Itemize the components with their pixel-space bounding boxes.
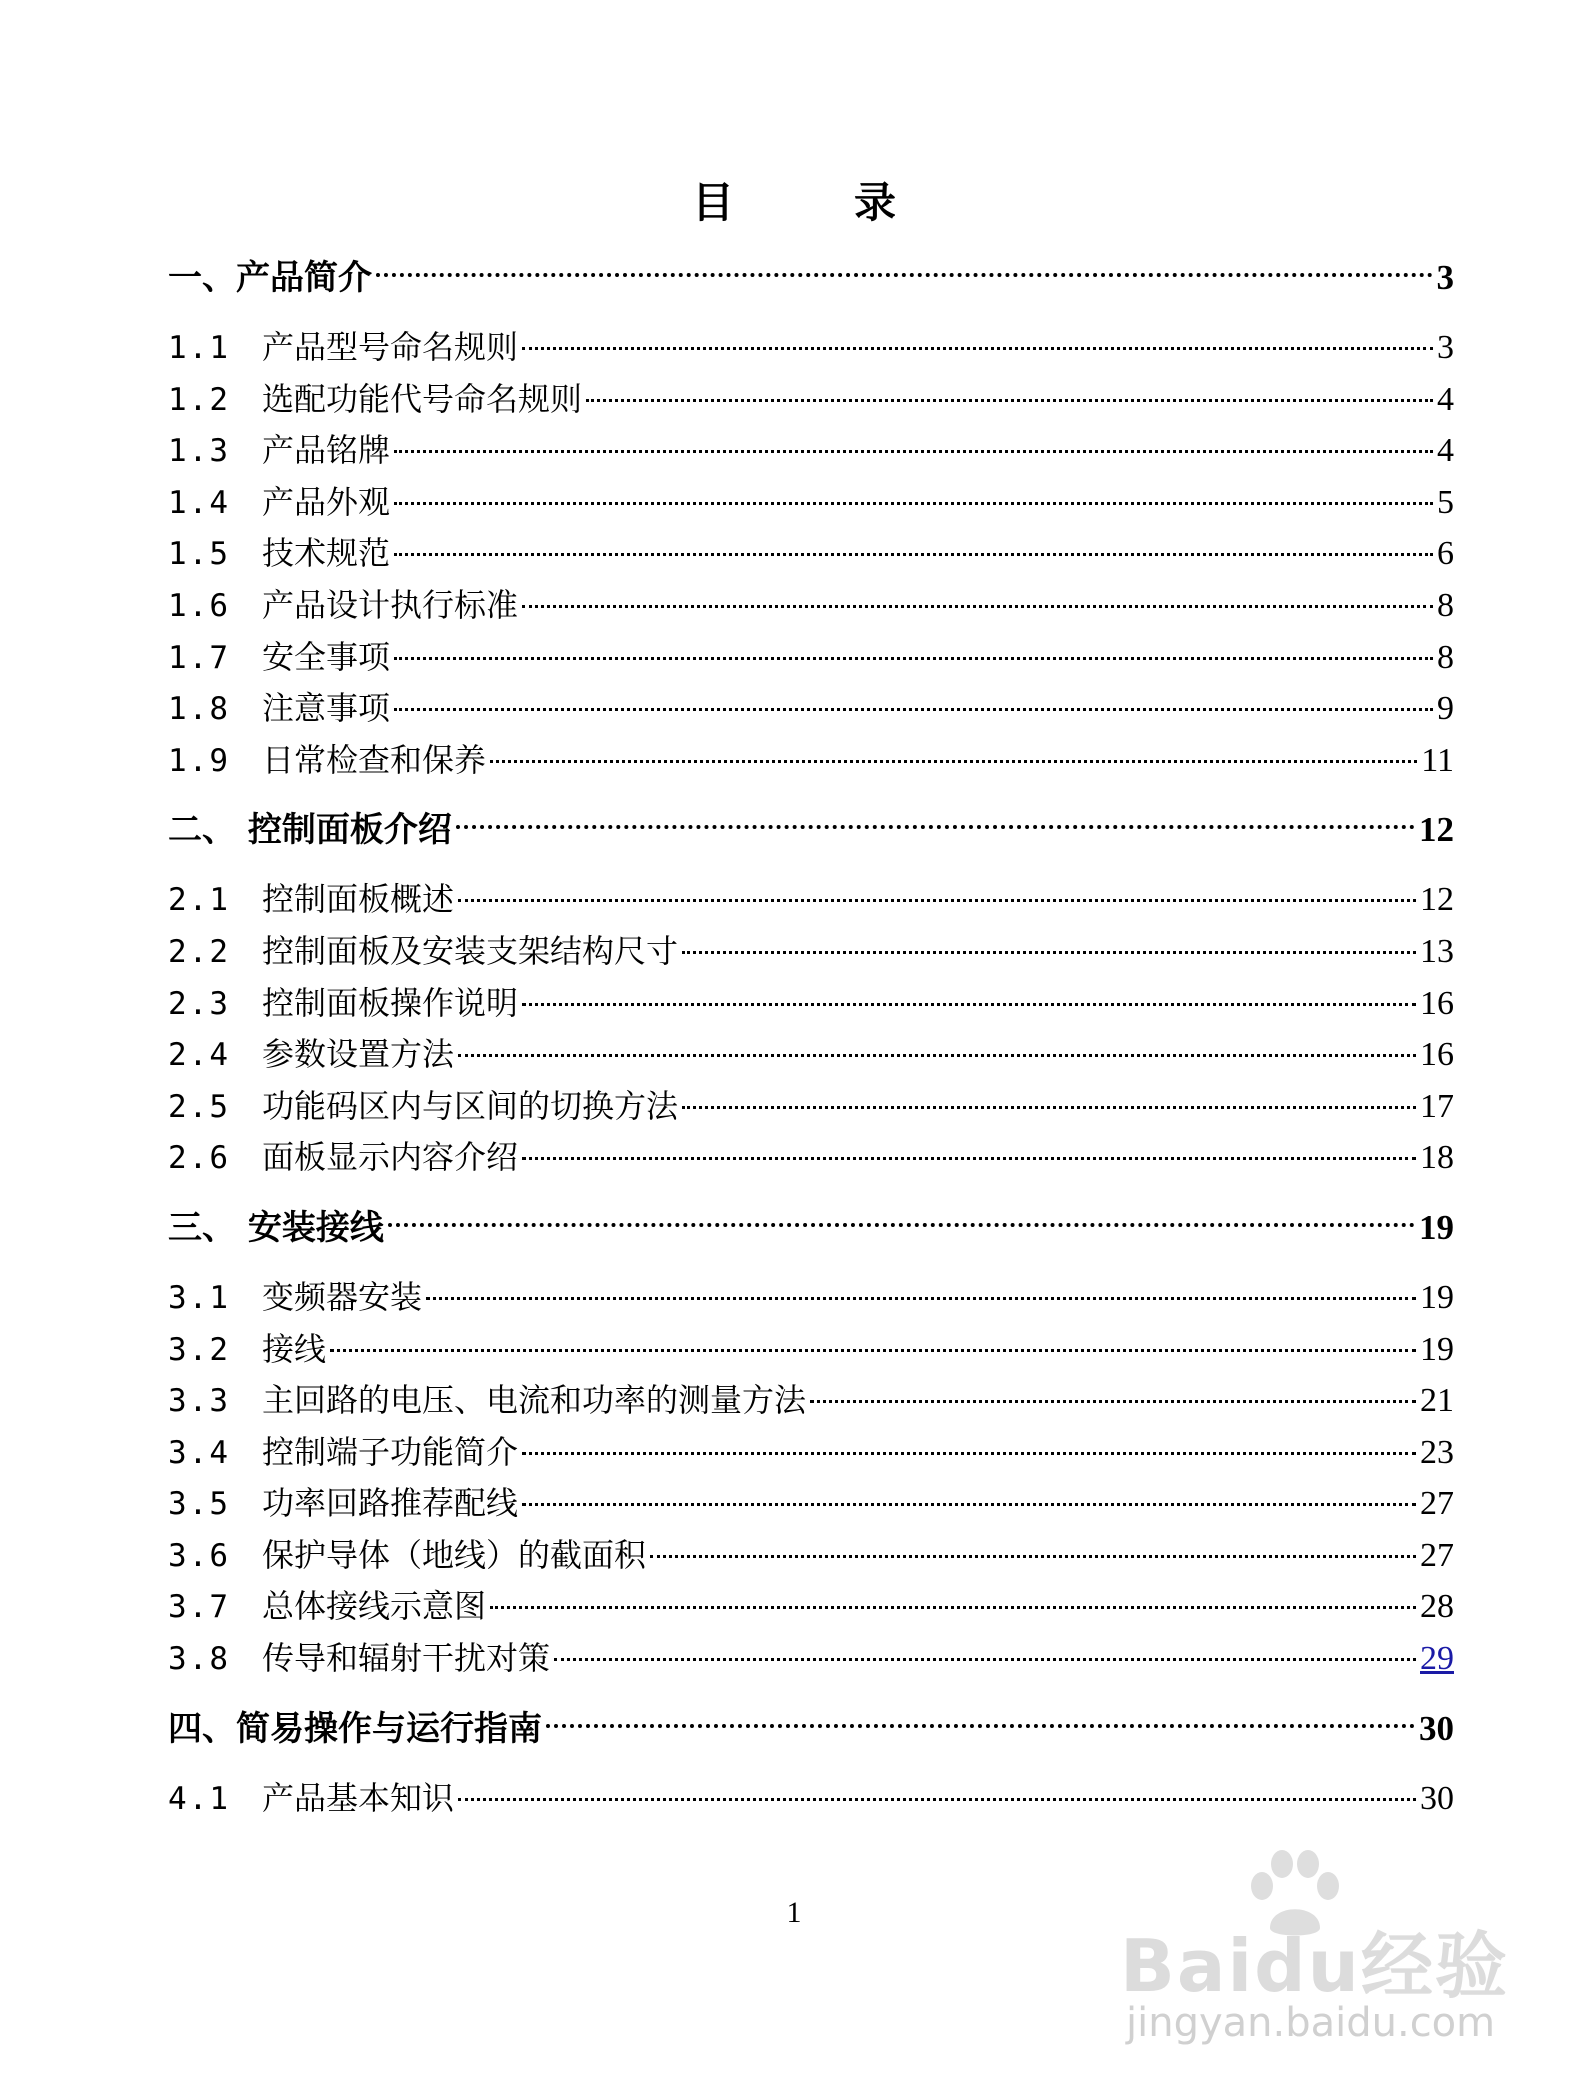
toc-page-number: 18 (1420, 1139, 1454, 1177)
toc-section-number: 4.1 (168, 1780, 230, 1817)
toc-entry-label: 三、 安装接线 (168, 1207, 384, 1248)
toc-section-number: 1.2 (168, 381, 230, 418)
page-title-part-2: 录 (854, 178, 897, 227)
toc-section-row[interactable] (168, 1272, 1454, 1324)
toc-section-number: 3.6 (168, 1537, 230, 1574)
toc-section-number: 1.9 (168, 742, 230, 779)
toc-entry-label: 总体接线示意图 (262, 1587, 487, 1626)
toc-section-row[interactable] (168, 1132, 1454, 1184)
toc-page-number: 12 (1419, 810, 1454, 850)
toc-entry-label: 接线 (262, 1329, 327, 1368)
toc-dot-leader (458, 1798, 1416, 1801)
toc-section-row[interactable] (168, 1773, 1454, 1825)
toc-dot-leader (330, 1349, 1416, 1352)
toc-entry-label: 控制面板及安装支架结构尺寸 (262, 931, 679, 970)
toc-page-number: 27 (1420, 1536, 1454, 1574)
toc-chapter-row[interactable] (168, 1703, 1454, 1755)
toc-section-number: 1.6 (168, 587, 230, 624)
toc-entry-label: 产品型号命名规则 (262, 328, 519, 366)
toc-section-number: 3.5 (168, 1486, 230, 1523)
page-title (0, 170, 1588, 230)
toc-section-number: 3.8 (168, 1641, 230, 1678)
toc-chapter-row[interactable] (168, 804, 1454, 856)
toc-dot-leader (376, 273, 1433, 277)
page-title-part-1: 目 (691, 178, 734, 227)
toc-entry-label: 技术规范 (262, 534, 391, 573)
toc-dot-leader (554, 1658, 1416, 1661)
toc-entry-label: 安全事项 (262, 637, 391, 676)
toc-dot-leader (394, 553, 1433, 556)
toc-dot-leader (522, 605, 1433, 608)
toc-page-number: 8 (1437, 638, 1454, 676)
toc-section-row[interactable] (168, 1081, 1454, 1133)
table-of-contents (168, 252, 1454, 1824)
toc-page-number: 6 (1437, 535, 1454, 573)
toc-section-row[interactable] (168, 1375, 1454, 1427)
toc-section-row[interactable] (168, 735, 1454, 787)
toc-dot-leader (682, 1106, 1416, 1109)
toc-dot-leader (522, 1503, 1416, 1506)
toc-entry-label: 四、简易操作与运行指南 (168, 1708, 542, 1749)
toc-page-number: 9 (1437, 690, 1454, 728)
toc-section-number: 3.7 (168, 1589, 230, 1626)
toc-section-row[interactable] (168, 632, 1454, 684)
toc-section-number: 1.3 (168, 433, 230, 470)
watermark-url: jingyan.baidu.com (1126, 2000, 1496, 2046)
toc-section-row[interactable] (168, 322, 1454, 374)
toc-dot-leader (394, 708, 1433, 711)
toc-dot-leader (522, 347, 1433, 350)
toc-page-number: 28 (1420, 1588, 1454, 1626)
toc-section-number: 1.4 (168, 484, 230, 521)
page-number: 1 (786, 1896, 802, 1929)
toc-section-number: 2.4 (168, 1037, 230, 1074)
toc-section-number: 3.2 (168, 1331, 230, 1368)
toc-section-number: 2.5 (168, 1088, 230, 1125)
toc-page-number: 13 (1420, 932, 1454, 970)
toc-page-number: 5 (1437, 483, 1454, 521)
toc-section-number: 2.1 (168, 882, 230, 919)
toc-dot-leader (394, 450, 1433, 453)
toc-section-number: 2.6 (168, 1140, 230, 1177)
toc-dot-leader (394, 657, 1433, 660)
toc-dot-leader (810, 1400, 1416, 1403)
toc-section-row[interactable] (168, 477, 1454, 529)
toc-section-number: 3.4 (168, 1434, 230, 1471)
toc-section-row[interactable] (168, 374, 1454, 426)
toc-section-number: 2.3 (168, 985, 230, 1022)
toc-dot-leader (586, 399, 1433, 402)
toc-section-row[interactable] (168, 683, 1454, 735)
toc-section-row[interactable] (168, 1324, 1454, 1376)
toc-section-row[interactable] (168, 1427, 1454, 1479)
toc-entry-label: 产品铭牌 (262, 431, 391, 470)
toc-page-number: 4 (1437, 432, 1454, 470)
toc-dot-leader (490, 760, 1417, 763)
toc-section-row[interactable] (168, 425, 1454, 477)
toc-dot-leader (458, 899, 1416, 902)
toc-page-number: 16 (1420, 984, 1454, 1022)
toc-page-number: 8 (1437, 586, 1454, 624)
toc-entry-label: 产品基本知识 (262, 1778, 455, 1817)
toc-entry-label: 传导和辐射干扰对策 (262, 1639, 551, 1678)
toc-dot-leader (522, 1157, 1416, 1160)
watermark-brand: Baidu经验 (1120, 1924, 1509, 2008)
toc-entry-label: 二、 控制面板介绍 (168, 810, 452, 851)
toc-dot-leader (456, 825, 1415, 829)
toc-entry-label: 参数设置方法 (262, 1035, 455, 1074)
toc-entry-label: 面板显示内容介绍 (262, 1138, 519, 1177)
toc-entry-label: 保护导体（地线）的截面积 (262, 1535, 647, 1574)
baidu-watermark (1110, 1848, 1510, 2048)
toc-section-row[interactable] (168, 580, 1454, 632)
toc-page-number: 11 (1421, 741, 1454, 779)
toc-entry-label: 产品设计执行标准 (262, 585, 519, 624)
toc-page-number: 12 (1420, 881, 1454, 919)
toc-section-row[interactable] (168, 1478, 1454, 1530)
toc-entry-label: 注意事项 (262, 689, 391, 728)
toc-page-number: 23 (1420, 1433, 1454, 1471)
toc-entry-label: 控制面板操作说明 (262, 983, 519, 1022)
toc-entry-label: 产品外观 (262, 482, 391, 521)
toc-section-number: 2.2 (168, 933, 230, 970)
toc-entry-label: 控制面板概述 (262, 880, 455, 919)
toc-section-row[interactable] (168, 926, 1454, 978)
toc-section-row[interactable] (168, 1633, 1454, 1685)
toc-dot-leader (546, 1724, 1415, 1728)
toc-section-row[interactable] (168, 1581, 1454, 1633)
toc-page-number: 19 (1420, 1330, 1454, 1368)
toc-entry-label: 一、产品简介 (168, 258, 372, 298)
toc-page-number: 4 (1437, 380, 1454, 418)
toc-dot-leader (394, 502, 1433, 505)
toc-page-number: 16 (1420, 1036, 1454, 1074)
toc-page-link[interactable]: 29 (1420, 1640, 1454, 1678)
toc-section-row[interactable] (168, 528, 1454, 580)
toc-page-number: 27 (1420, 1485, 1454, 1523)
toc-section-number: 1.7 (168, 639, 230, 676)
toc-section-number: 1.1 (168, 330, 230, 366)
toc-page-number: 19 (1420, 1278, 1454, 1316)
toc-dot-leader (522, 1452, 1416, 1455)
toc-dot-leader (682, 951, 1416, 954)
toc-page-number: 21 (1420, 1382, 1454, 1420)
toc-entry-label: 选配功能代号命名规则 (262, 379, 583, 418)
toc-entry-label: 控制端子功能简介 (262, 1432, 519, 1471)
toc-section-number: 3.3 (168, 1383, 230, 1420)
toc-dot-leader (388, 1223, 1415, 1227)
toc-entry-label: 日常检查和保养 (262, 740, 487, 779)
toc-entry-label: 功率回路推荐配线 (262, 1484, 519, 1523)
toc-chapter-row[interactable] (168, 252, 1454, 304)
toc-section-row[interactable] (168, 1029, 1454, 1081)
toc-section-number: 3.1 (168, 1279, 230, 1316)
toc-page-number: 19 (1419, 1207, 1454, 1247)
toc-page-number: 30 (1420, 1779, 1454, 1817)
toc-dot-leader (650, 1555, 1416, 1558)
toc-page-number: 3 (1437, 329, 1454, 366)
toc-dot-leader (426, 1297, 1416, 1300)
toc-dot-leader (458, 1054, 1416, 1057)
toc-page-number: 30 (1419, 1708, 1454, 1748)
toc-section-number: 1.5 (168, 536, 230, 573)
toc-section-row[interactable] (168, 874, 1454, 926)
toc-section-number: 1.8 (168, 691, 230, 728)
toc-chapter-row[interactable] (168, 1202, 1454, 1254)
toc-page-number: 17 (1420, 1087, 1454, 1125)
toc-section-row[interactable] (168, 1530, 1454, 1582)
toc-entry-label: 主回路的电压、电流和功率的测量方法 (262, 1381, 807, 1420)
toc-dot-leader (522, 1003, 1416, 1006)
toc-entry-label: 功能码区内与区间的切换方法 (262, 1086, 679, 1125)
toc-page-number: 3 (1436, 258, 1454, 297)
toc-entry-label: 变频器安装 (262, 1277, 423, 1316)
toc-section-row[interactable] (168, 978, 1454, 1030)
toc-dot-leader (490, 1606, 1416, 1609)
